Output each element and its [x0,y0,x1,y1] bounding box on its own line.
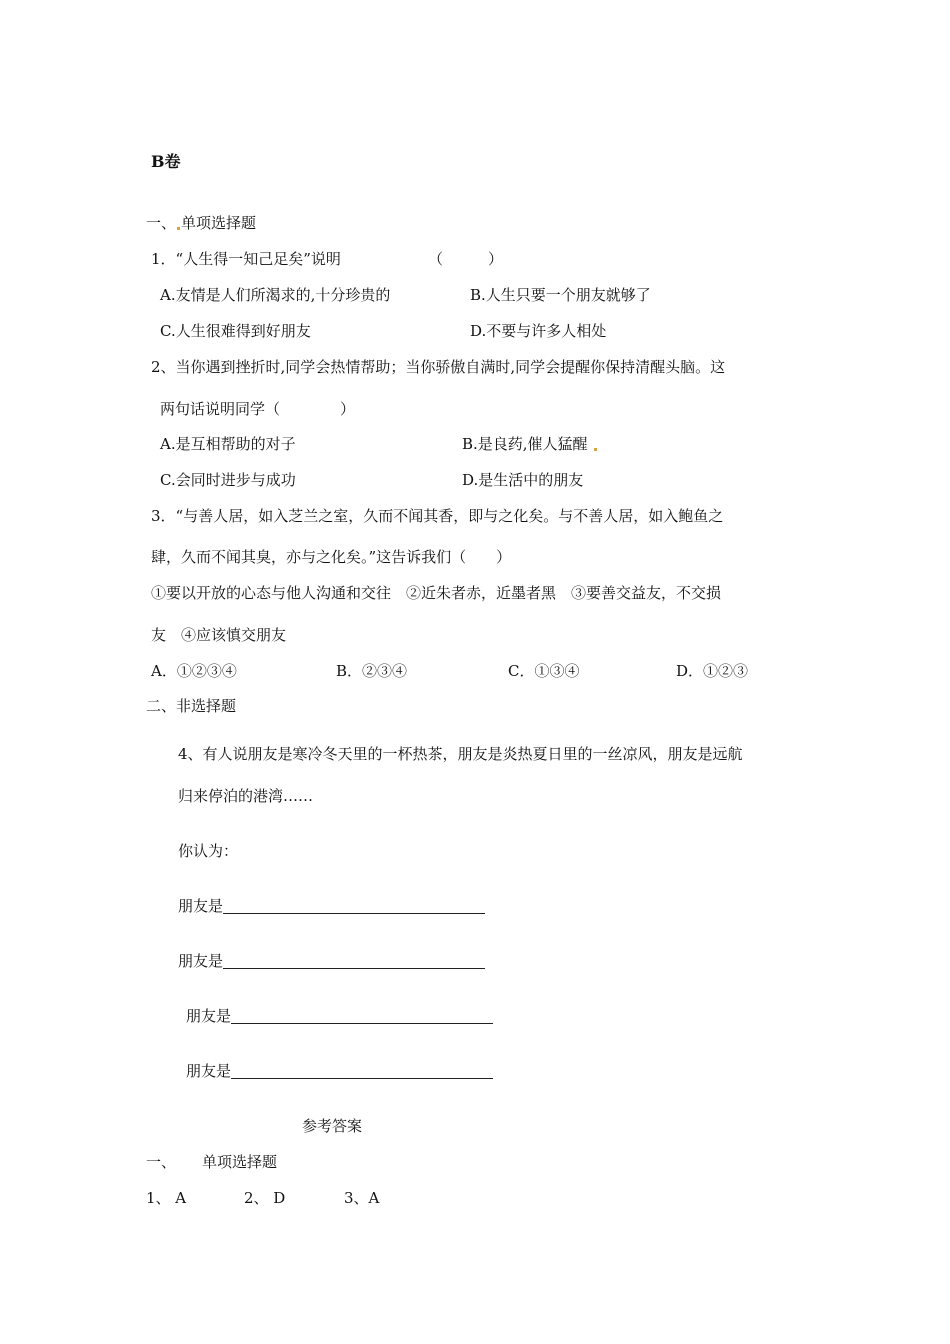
q1-option-c: C.人生很难得到好朋友 [160,322,311,340]
q4-blank-row [178,896,485,916]
section-heading-b: B卷 [151,152,181,171]
q2-option-d: D.是生活中的朋友 [462,471,584,489]
q3-stem-line1: 3．“与善人居，如入芝兰之室，久而不闻其香，即与之化矣。与不善人居，如入鲍鱼之 [151,507,724,525]
q4-answer-line-1[interactable] [223,899,485,914]
q4-prompt: 你认为： [178,842,239,860]
q2-stem-line2: 两句话说明同学（ ） [160,400,356,418]
q4-blank-row [186,1061,493,1081]
q3-stem-line2: 肆，久而不闻其臭，亦与之化矣。”这告诉我们（ ） [151,548,512,566]
q1-option-d: D.不要与许多人相处 [470,322,607,340]
q1-answer-bracket: （ ） [428,250,504,268]
q1-option-b: B.人生只要一个朋友就够了 [470,286,651,304]
section1-title-text: 单项选择题 [181,214,257,232]
q4-answer-line-3[interactable] [231,1009,493,1024]
q4-blank-row [178,951,485,971]
q4-blank-label: 朋友是 [186,1007,232,1025]
q1-option-a: A.友情是人们所渴求的,十分珍贵的 [160,286,391,304]
mark-dot-icon [594,448,597,451]
answers-title: 参考答案 [302,1117,363,1135]
q2-option-c: C.会同时进步与成功 [160,471,296,489]
q4-answer-line-2[interactable] [223,954,485,969]
q4-stem-line1: 4、有人说朋友是寒冷冬天里的一杯热茶，朋友是炎热夏日里的一丝凉风，朋友是远航 [178,745,743,763]
q2-option-b-text: B.是良药,催人猛醒 [462,435,588,453]
q3-option-c: C．①③④ [508,662,580,680]
q2-stem-line1: 2、当你遇到挫折时,同学会热情帮助；当你骄傲自满时,同学会提醒你保持清醒头脑。这 [151,358,726,376]
q3-stem-line4: 友 ④应该慎交朋友 [151,626,287,644]
answers-section-prefix: 一、 [146,1153,177,1171]
q2-option-a: A.是互相帮助的对子 [160,435,296,453]
answer-item-2: 2、 D [244,1189,286,1207]
section2-title: 二、非选择题 [146,697,237,715]
q3-option-d: D．①②③ [676,662,749,680]
q4-stem-line2: 归来停泊的港湾…… [178,787,314,805]
q1-stem: 1．“人生得一知己足矣”说明 [151,250,341,268]
q4-blank-label: 朋友是 [178,897,224,915]
q4-answer-line-4[interactable] [231,1064,493,1079]
section1-title [146,213,256,233]
section1-title-prefix: 一、 [146,214,177,232]
answers-section-text: 单项选择题 [202,1153,278,1171]
mark-dot-icon [177,227,180,230]
q4-blank-label: 朋友是 [186,1062,232,1080]
q2-option-b [462,434,598,454]
q4-blank-row [186,1006,493,1026]
q3-option-a: A．①②③④ [151,662,237,680]
answer-item-3: 3、A [344,1189,380,1207]
q3-stem-line3: ①要以开放的心态与他人沟通和交往 ②近朱者赤，近墨者黑 ③要善交益友，不交损 [151,584,722,602]
q4-blank-label: 朋友是 [178,952,224,970]
q3-option-b: B．②③④ [336,662,408,680]
answer-item-1: 1、 A [146,1189,187,1207]
